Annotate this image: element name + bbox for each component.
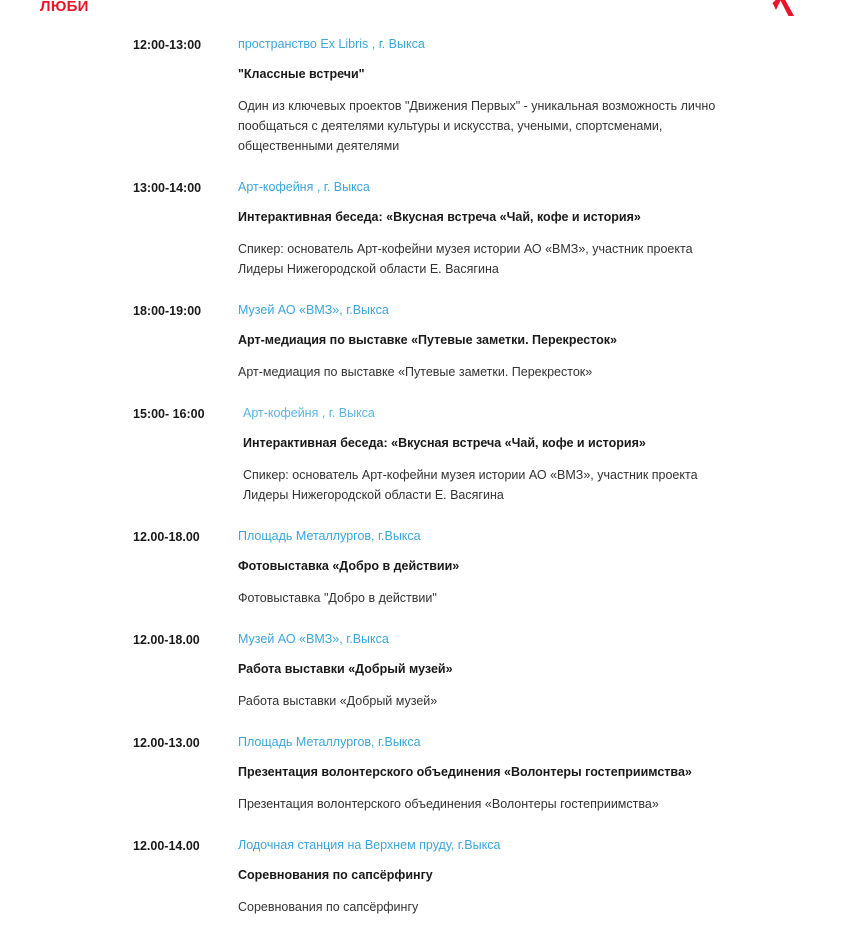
event-body	[238, 179, 845, 279]
schedule-event	[0, 405, 845, 505]
schedule-event	[0, 631, 845, 711]
event-venue: Площадь Металлургов, г.Выкса	[238, 529, 421, 543]
schedule-event	[0, 528, 845, 608]
event-venue: Площадь Металлургов, г.Выкса	[238, 735, 421, 749]
event-body	[238, 734, 845, 814]
schedule-event	[0, 302, 845, 382]
event-body	[238, 36, 845, 156]
event-title: Арт-медиация по выставке «Путевые заметки. Перекресток»	[238, 333, 617, 347]
event-venue: Лодочная станция на Верхнем пруду, г.Выкса	[238, 838, 501, 852]
event-venue: пространство Ex Libris , г. Выкса	[238, 37, 425, 51]
event-description: Презентация волонтерского объединения «Волонтеры гостеприимства»	[238, 797, 659, 811]
event-time: 12.00-18.00	[133, 530, 200, 544]
event-body	[238, 302, 845, 382]
event-time: 12.00-18.00	[133, 633, 200, 647]
event-title: "Классные встречи"	[238, 67, 365, 81]
event-time: 13:00-14:00	[133, 181, 202, 195]
schedule-event	[0, 837, 845, 917]
event-time: 12.00-13.00	[133, 736, 200, 750]
event-description: Соревнования по сапсёрфингу	[238, 900, 419, 914]
schedule-event	[0, 734, 845, 814]
event-title: Фотовыставка «Добро в действии»	[238, 559, 460, 573]
event-title: Презентация волонтерского объединения «Волонтеры гостеприимства»	[238, 765, 692, 779]
page-header	[0, 0, 845, 20]
event-description: Один из ключевых проектов "Движения Первых" - уникальная возможность лично пообщаться с деятелями культуры и искусства, учеными, спортсменами, общественными деятелями	[238, 99, 716, 153]
event-description: Работа выставки «Добрый музей»	[238, 694, 438, 708]
event-body	[238, 631, 845, 711]
brand-title: ЛЮБИ	[40, 0, 89, 15]
event-venue: Музей АО «ВМЗ», г.Выкса	[238, 303, 389, 317]
schedule-list	[0, 36, 845, 940]
event-venue: Арт-кофейня , г. Выкса	[243, 406, 375, 420]
event-title: Соревнования по сапсёрфингу	[238, 868, 433, 882]
event-time: 15:00- 16:00	[133, 407, 205, 421]
event-time: 18:00-19:00	[133, 304, 202, 318]
event-body	[238, 528, 845, 608]
schedule-event	[0, 179, 845, 279]
event-time: 12:00-13:00	[133, 38, 202, 52]
schedule-event	[0, 36, 845, 156]
event-description: Арт-медиация по выставке «Путевые заметки. Перекресток»	[238, 365, 593, 379]
lambda-logo-icon	[767, 0, 797, 18]
event-description: Спикер: основатель Арт-кофейни музея истории АО «ВМЗ», участник проекта Лидеры Нижегородской области Е. Васягина	[238, 242, 693, 276]
event-description: Фотовыставка "Добро в действии"	[238, 591, 437, 605]
event-body	[238, 405, 845, 505]
event-venue: Арт-кофейня , г. Выкса	[238, 180, 370, 194]
event-title: Интерактивная беседа: «Вкусная встреча «Чай, кофе и история»	[243, 436, 646, 450]
event-time: 12.00-14.00	[133, 839, 200, 853]
event-venue: Музей АО «ВМЗ», г.Выкса	[238, 632, 389, 646]
event-title: Интерактивная беседа: «Вкусная встреча «Чай, кофе и история»	[238, 210, 641, 224]
event-description: Спикер: основатель Арт-кофейни музея истории АО «ВМЗ», участник проекта Лидеры Нижегородской области Е. Васягина	[243, 468, 698, 502]
event-body	[238, 837, 845, 917]
event-title: Работа выставки «Добрый музей»	[238, 662, 453, 676]
